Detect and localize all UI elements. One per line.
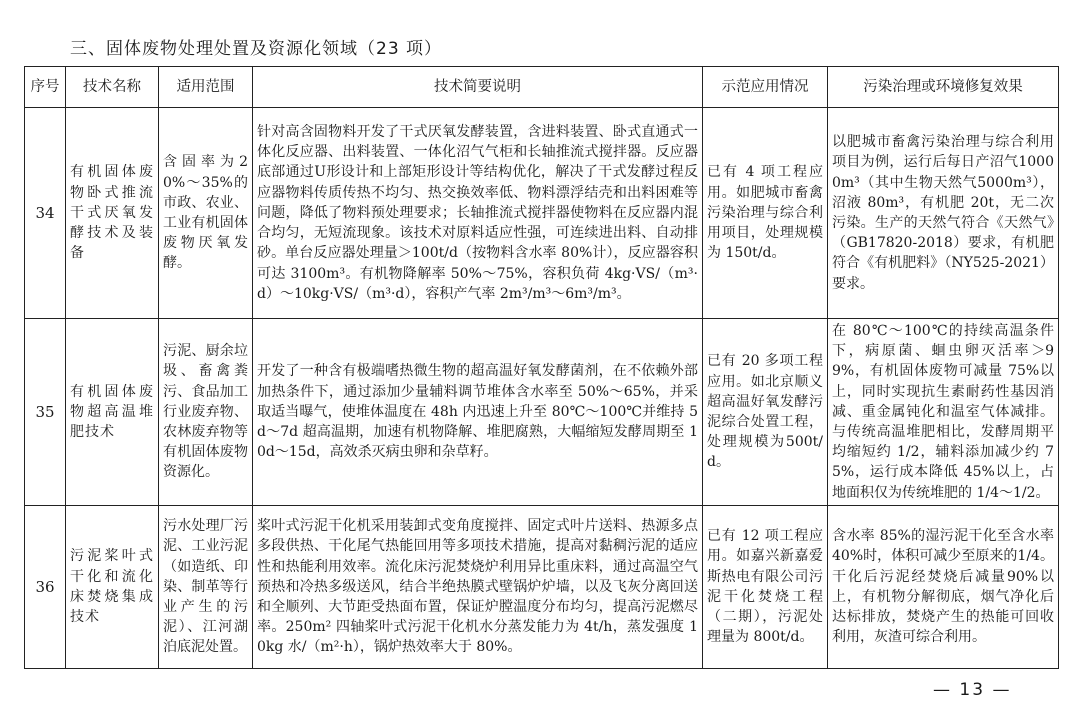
demo-application: 已有 4 项工程应用。如肥城市畜禽污染治理与综合利用项目，处理规模为 150t/d。	[703, 108, 828, 319]
tech-name: 污泥桨叶式干化和流化床焚烧集成技术	[66, 505, 159, 668]
row-number: 34	[25, 108, 66, 319]
header-index: 序号	[25, 67, 66, 108]
table-row	[25, 319, 1059, 506]
technology-table	[24, 66, 1059, 669]
scope: 含固率为20%～35%的市政、农业、工业有机固体废物厌氧发酵。	[159, 108, 253, 319]
description: 针对高含固物料开发了干式厌氧发酵装置，含进料装置、卧式直通式一体化反应器、出料装置、一体化沼气气柜和长轴推流式搅拌器。反应器底部通过U形设计和上部矩形设计等结构优化，解决了干式发酵过程反应器物料传质传热不均匀、热交换效率低、物料漂浮结壳和出料困难等问题，降低了物料预处理要求；长轴推流式搅拌器使物料在反应器内混合均匀，无短流现象。该技术对原料适应性强，可连续进出料、自动排砂。单台反应器处理量＞100t/d（按物料含水率 80%计），反应器容积可达 3100m³。有机物降解率 50%～75%，容积负荷 4kg·VS/（m³·d）～10kg·VS/（m³·d），容积产气率 2m³/m³～6m³/m³。	[253, 108, 703, 319]
header-description: 技术简要说明	[253, 67, 703, 108]
demo-application: 已有 12 项工程应用。如嘉兴新嘉爱斯热电有限公司污泥干化焚烧工程（二期），污泥处理量为 800t/d。	[703, 505, 828, 668]
row-number: 36	[25, 505, 66, 668]
table-header-row	[25, 67, 1059, 108]
description: 桨叶式污泥干化机采用装卸式变角度搅拌、固定式叶片送料、热源多点多段供热、干化尾气热能回用等多项技术措施，提高对黏稠污泥的适应性和热能利用效率。流化床污泥焚烧炉利用异比重床料，通过高温空气预热和冷热多级送风，结合半绝热膜式壁锅炉炉墙，以及飞灰分离回送和全顺列、大节距受热面布置，保证炉膛温度分布均匀，提高污泥燃尽率。250m² 四轴桨叶式污泥干化机水分蒸发能力为 4t/h，蒸发强度 10kg 水/（m²·h），锅炉热效率大于 80%。	[253, 505, 703, 668]
scope: 污泥、厨余垃圾、畜禽粪污、食品加工行业废弃物、农林废弃物等有机固体废物资源化。	[159, 319, 253, 506]
effect: 含水率 85%的湿污泥干化至含水率 40%时，体积可减少至原来的1/4。干化后污泥经焚烧后减量90%以上，有机物分解彻底，烟气净化后达标排放，焚烧产生的热能可回收利用，灰渣可综合利用。	[828, 505, 1059, 668]
demo-application: 已有 20 多项工程应用。如北京顺义超高温好氧发酵污泥综合处置工程，处理规模为500t/d。	[703, 319, 828, 506]
header-scope: 适用范围	[159, 67, 253, 108]
description: 开发了一种含有极端嗜热微生物的超高温好氧发酵菌剂，在不依赖外部加热条件下，通过添加少量辅料调节堆体含水率至 50%～65%，并采取适当曝气，使堆体温度在 48h 内迅速上升至 80℃～100℃并维持 5d～7d 超高温期，加速有机物降解、堆肥腐熟，大幅缩短发酵周期至 10d～15d，高效杀灭病虫卵和杂草籽。	[253, 319, 703, 506]
page-number: — 13 —	[933, 680, 1012, 700]
table-row	[25, 108, 1059, 319]
effect: 在 80℃～100℃的持续高温条件下，病原菌、蛔虫卵灭活率＞99%，有机固体废物可减量 75%以上，同时实现抗生素耐药性基因消减、重金属钝化和温室气体减排。与传统高温堆肥相比，发酵周期平均缩短约 1/2，辅料添加减少约 75%，运行成本降低 45%以上，占地面积仅为传统堆肥的 1/4～1/2。	[828, 319, 1059, 506]
scope: 污水处理厂污泥、工业污泥（如造纸、印染、制革等行业产生的污泥）、江河湖泊底泥处置。	[159, 505, 253, 668]
section-title: 三、固体废物处理处置及资源化领域（23 项）	[70, 39, 443, 59]
effect: 以肥城市畜禽污染治理与综合利用项目为例，运行后每日产沼气10000m³（其中生物天然气5000m³），沼液 80m³，有机肥 20t，无二次污染。生产的天然气符合《天然气》（GB17820-2018）要求，有机肥符合《有机肥料》（NY525-2021）要求。	[828, 108, 1059, 319]
row-number: 35	[25, 319, 66, 506]
header-tech-name: 技术名称	[66, 67, 159, 108]
tech-name: 有机固体废物超高温堆肥技术	[66, 319, 159, 506]
tech-name: 有机固体废物卧式推流干式厌氧发酵技术及装备	[66, 108, 159, 319]
header-demo: 示范应用情况	[703, 67, 828, 108]
table-row	[25, 505, 1059, 668]
header-effect: 污染治理或环境修复效果	[828, 67, 1059, 108]
